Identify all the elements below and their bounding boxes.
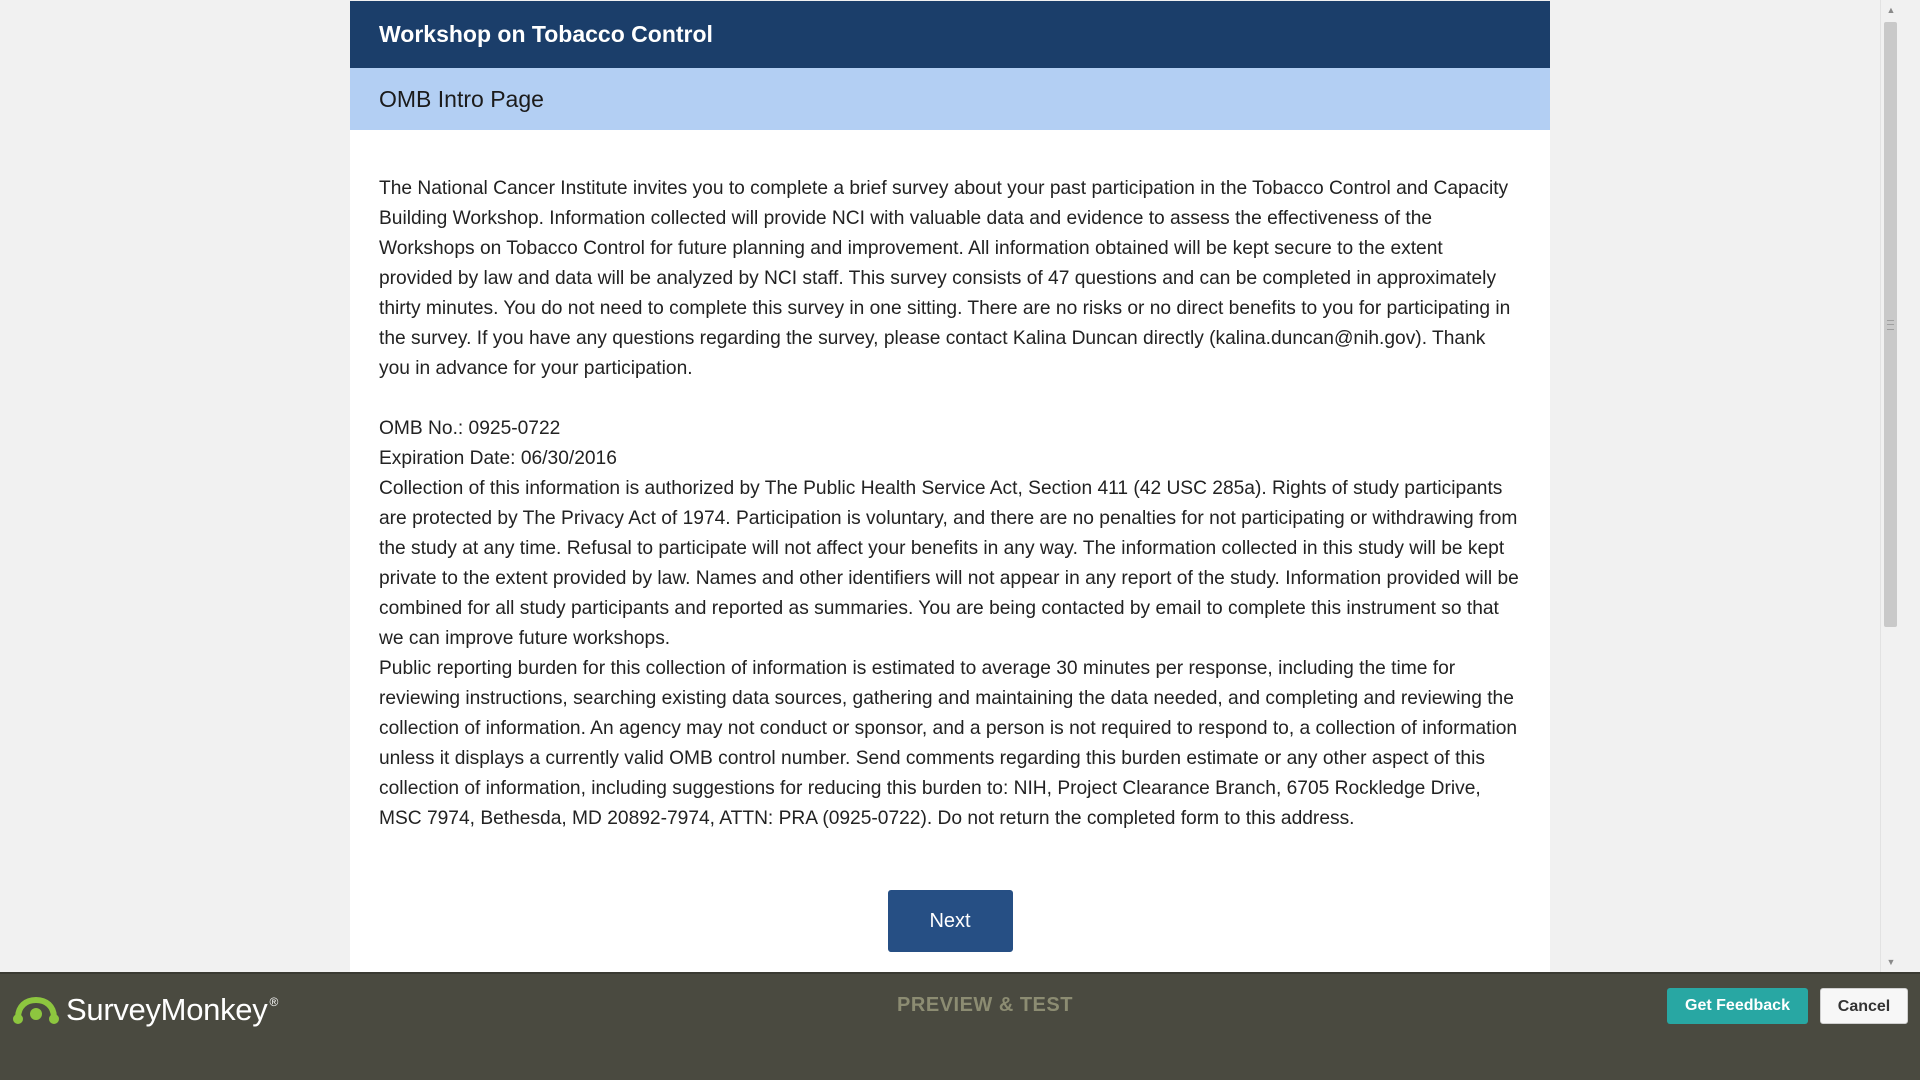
intro-paragraph: The National Cancer Institute invites you to complete a brief survey about your past participation in the Tobacco Control and Capacity Building Workshop. Information collected will provide NCI with valuable data and evidence to assess the effectiveness of the Workshops on Tobacco Control for future planning and improvement. All information obtained will be kept secure to the extent provided by law and data will be analyzed by NCI staff. This survey consists of 47 questions and can be completed in approximately thirty minutes. You do not need to complete this survey in one sitting. There are no risks or no direct benefits to you for participating in the survey. If you have any questions regarding the survey, please contact Kalina Duncan directly (kalina.duncan@nih.gov). Thank you in advance for your participation. [379, 178, 1511, 379]
get-feedback-button[interactable]: Get Feedback [1667, 988, 1808, 1024]
survey-card [350, 1, 1550, 972]
scroll-grip-icon [1887, 320, 1894, 330]
next-button[interactable]: Next [888, 890, 1013, 952]
survey-body [350, 130, 1550, 952]
authority-paragraph: Collection of this information is authorized by The Public Health Service Act, Section 411 (42 USC 285a). Rights of study participants are protected by The Privacy Act of 1974. Participation is voluntary, and there are no penalties for not participating or withdrawing from the study at any time. Refusal to participate will not affect your benefits in any way. The information collected in this study will be kept private to the extent provided by law. Names and other identifiers will not appear in any report of the study. Information provided will be combined for all study participants and reported as summaries. You are being contacted by email to complete this instrument so that we can improve future workshops. [379, 478, 1519, 649]
page-scrollbar[interactable] [1880, 0, 1900, 972]
scroll-down-arrow-icon[interactable]: ▼ [1886, 957, 1896, 967]
omb-number: OMB No.: 0925-0722 [379, 418, 561, 439]
burden-paragraph: Public reporting burden for this collection of information is estimated to average 30 minutes per response, including the time for reviewing instructions, searching existing data sources, gathering and maintaining the data needed, and completing and reviewing the collection of information. An agency may not conduct or sponsor, and a person is not required to respond to, a collection of information unless it displays a currently valid OMB control number. Send comments regarding this burden estimate or any other aspect of this collection of information, including suggestions for reducing this burden to: NIH, Project Clearance Branch, 6705 Rockledge Drive, MSC 7974, Bethesda, MD 20892-7974, ATTN: PRA (0925-0722). Do not return the completed form to this address. [379, 658, 1518, 829]
page-title: OMB Intro Page [350, 68, 1550, 130]
paragraph-spacer [379, 384, 1521, 414]
cancel-button[interactable]: Cancel [1820, 988, 1908, 1024]
expiration-date: Expiration Date: 06/30/2016 [379, 448, 617, 469]
preview-toolbar [0, 972, 1920, 1080]
registered-mark: ® [269, 995, 279, 1009]
scroll-thumb[interactable] [1884, 22, 1897, 627]
survey-navigation [379, 890, 1521, 952]
scroll-up-arrow-icon[interactable]: ▲ [1886, 5, 1896, 15]
preview-mode-label: PREVIEW & TEST [897, 994, 1073, 1016]
survey-title: Workshop on Tobacco Control [350, 1, 1550, 68]
brand-name: SurveyMonkey [66, 992, 268, 1027]
